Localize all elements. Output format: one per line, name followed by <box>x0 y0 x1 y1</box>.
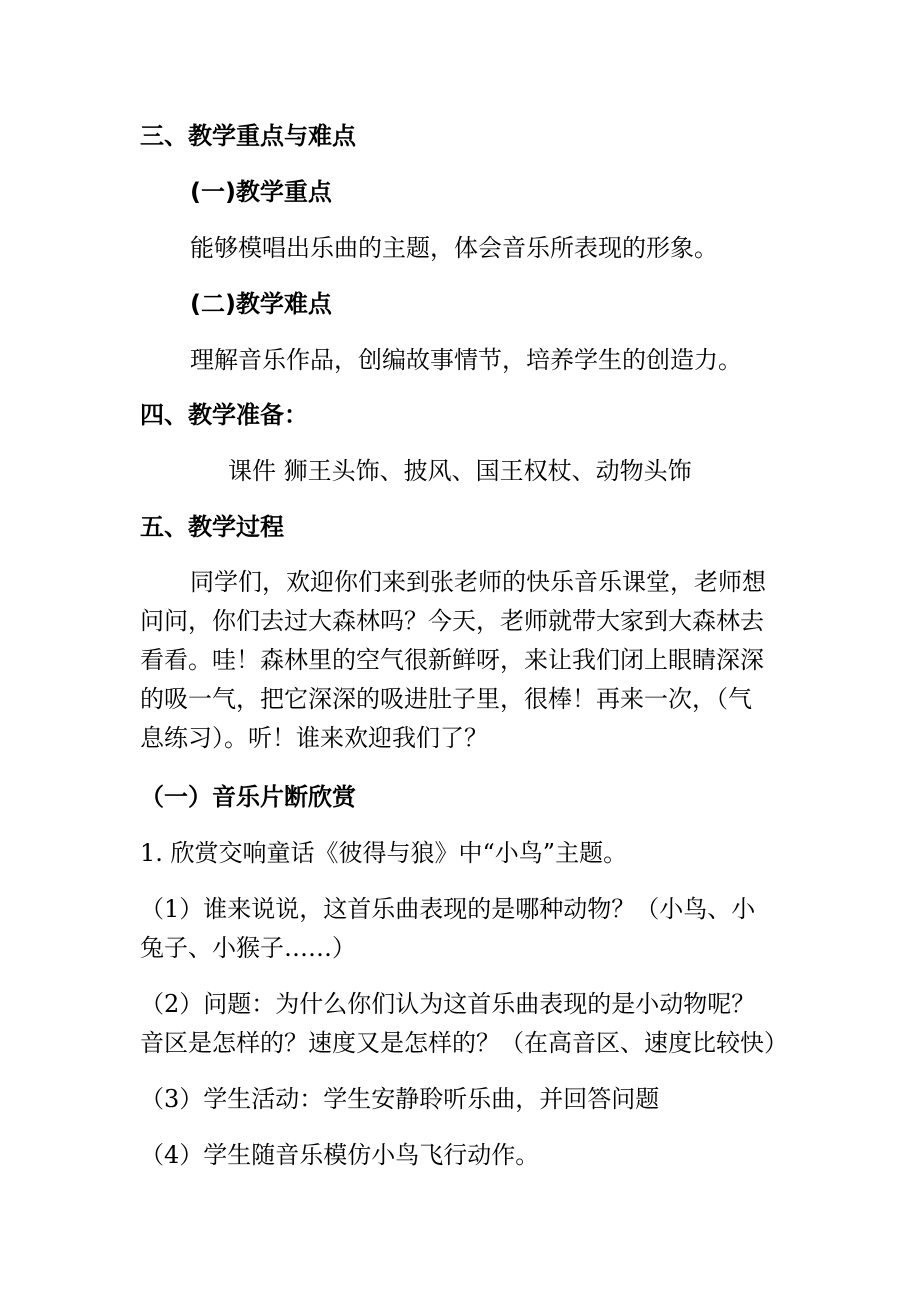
question-4: （4）学生随音乐模仿小鸟飞行动作。 <box>140 1141 540 1169</box>
intro-line-4: 的吸一气，把它深深的吸进肚子里，很棒！再来一次，（气 <box>140 685 752 713</box>
question-2-line-1: （2）问题：为什么你们认为这首乐曲表现的是小动物呢？ <box>140 990 756 1018</box>
intro-line-3: 看看。哇！森林里的空气很新鲜呀，来让我们闭上眼睛深深 <box>140 646 764 674</box>
intro-line-1: 同学们，欢迎你们来到张老师的快乐音乐课堂，老师想 <box>190 568 766 596</box>
key-points-text: 能够模唱出乐曲的主题，体会音乐所表现的形象。 <box>190 234 718 262</box>
section3-heading: 三、教学重点与难点 <box>140 122 356 150</box>
difficult-points-heading: (二)教学难点 <box>190 290 332 318</box>
intro-line-2: 问问，你们去过大森林吗？今天，老师就带大家到大森林去 <box>140 607 764 635</box>
question-1-line-1: （1）谁来说说，这首乐曲表现的是哪种动物？（小鸟、小 <box>140 895 756 923</box>
section4-heading: 四、教学准备： <box>140 401 308 429</box>
key-points-heading: (一)教学重点 <box>190 178 332 206</box>
section5-heading: 五、教学过程 <box>140 513 284 541</box>
question-1-line-2: 兔子、小猴子……） <box>140 934 356 962</box>
part1-heading: （一）音乐片断欣赏 <box>140 783 356 811</box>
question-3: （3）学生活动：学生安静聆听乐曲，并回答问题 <box>140 1085 660 1113</box>
question-2-line-2: 音区是怎样的？速度又是怎样的？（在高音区、速度比较快） <box>140 1029 788 1057</box>
item-1: 1. 欣赏交响童话《彼得与狼》中“小鸟”主题。 <box>140 839 628 867</box>
preparation-text: 课件 狮王头饰、披风、国王权杖、动物头饰 <box>228 457 692 485</box>
difficult-points-text: 理解音乐作品，创编故事情节，培养学生的创造力。 <box>190 346 742 374</box>
intro-line-5: 息练习）。听！谁来欢迎我们了？ <box>140 724 488 752</box>
